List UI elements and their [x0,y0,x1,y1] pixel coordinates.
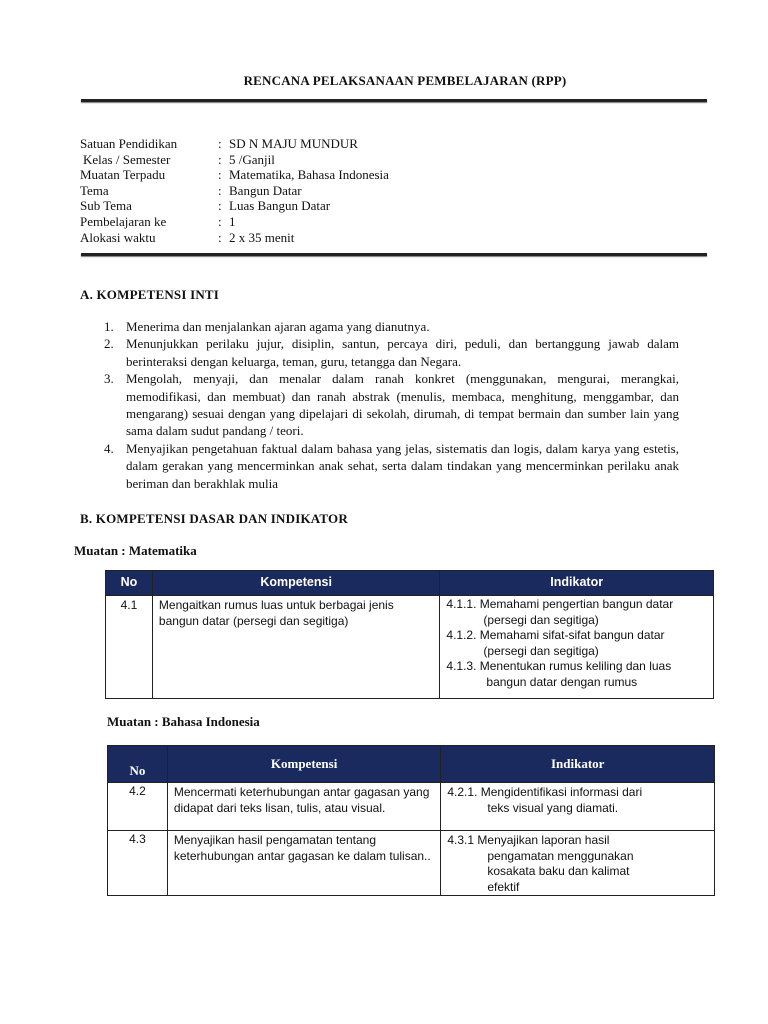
table-header-row [108,746,715,783]
header-no: No [106,571,153,596]
header-kompetensi: Kompetensi [152,571,439,596]
indikator-line: 4.1.1. Memahami pengertian bangun datar [446,597,674,611]
document-title: RENCANA PELAKSANAAN PEMBELAJARAN (RPP) [243,73,567,88]
muatan-bahasa-label: Muatan : Bahasa Indonesia [107,714,260,729]
meta-separator: : [218,182,222,198]
table-row [108,831,715,896]
section-b-heading: B. KOMPETENSI DASAR DAN INDIKATOR [80,511,348,526]
meta-value: 2 x 35 menit [229,229,295,245]
list-number: 2. [104,336,114,352]
meta-value: 1 [229,213,236,229]
list-text: Mengolah, menyaji, dan menalar dalam ranah konkret (menggunakan, mengurai, merangkai, memodifikasi, dan membuat) dan ranah abstrak (menulis, membaca, menghitung, menggambar, dan mengarang) sesuai dengan yang dipelajari di sekolah, dirumah, di tempat bermain dan sumber lain yang sama dalam sudut pandang / teori. [126,371,679,439]
list-item [104,318,679,335]
cell-indikator [440,596,714,699]
indikator-line: pengamatan menggunakan [487,848,634,863]
cell-no: 4.3 [108,831,168,896]
identity-divider [81,253,707,256]
matematika-table [105,570,714,699]
meta-row [80,214,389,230]
indikator-line: 4.1.3. Menentukan rumus keliling dan luas [446,659,672,674]
header-indikator: Indikator [441,746,715,783]
cell-no: 4.1 [106,596,153,699]
cell-kompetensi: Menyajikan hasil pengamatan tentang keterhubungan antar gagasan ke dalam tulisan.. [167,831,441,896]
list-number: 4. [104,440,114,456]
meta-value: SD N MAJU MUNDUR [229,136,358,151]
indikator-line: bangun datar dengan rumus [486,674,638,689]
meta-value: Bangun Datar [229,182,302,198]
list-number: 3. [104,371,114,387]
section-a-heading: A. KOMPETENSI INTI [80,287,220,302]
title-divider [81,99,707,102]
cell-no: 4.2 [108,783,168,831]
meta-separator: : [218,213,222,229]
meta-key: Kelas / Semester [83,151,171,167]
list-text: Menunjukkan perilaku jujur, disiplin, santun, percaya diri, peduli, dan bertanggung jawab dalam berinteraksi dengan keluarga, teman, guru, tetangga dan Negara. [126,336,679,369]
indikator-line: 4.3.1 Menyajikan laporan hasil [447,833,610,847]
meta-row [80,183,389,199]
meta-value: Luas Bangun Datar [229,198,331,214]
identity-block [80,136,389,245]
table-row [106,596,714,699]
list-text: Menyajikan pengetahuan faktual dalam bahasa yang jelas, sistematis dan logis, dalam karya yang estetis, dalam gerakan yang mencerminkan anak sehat, serta dalam tindakan yang mencerminkan perilaku anak beriman dan berakhlak mulia [126,440,679,491]
indikator-line: kosakata baku dan kalimat [487,864,630,879]
muatan-matematika-label: Muatan : Matematika [74,543,197,558]
cell-indikator [441,831,715,896]
meta-key: Pembelajaran ke [80,213,167,229]
meta-row [80,198,389,214]
meta-separator: : [218,229,222,245]
meta-value: 5 /Ganjil [229,151,275,167]
cell-kompetensi: Mencermati keterhubungan antar gagasan yang didapat dari teks lisan, tulis, atau visual. [167,783,441,831]
meta-row [80,230,389,246]
meta-separator: : [218,167,222,183]
list-item [104,370,679,440]
list-item [104,335,679,370]
cell-kompetensi: Mengaitkan rumus luas untuk berbagai jenis bangun datar (persegi dan segitiga) [152,596,439,699]
meta-value: Matematika, Bahasa Indonesia [229,167,389,183]
list-text: Menerima dan menjalankan ajaran agama yang dianutnya. [126,319,430,334]
meta-key: Sub Tema [80,198,132,214]
indikator-line: (persegi dan segitiga) [483,612,599,627]
indikator-line: (persegi dan segitiga) [483,643,599,658]
header-indikator: Indikator [440,571,714,596]
meta-separator: : [218,136,222,151]
meta-separator: : [218,198,222,214]
meta-key: Tema [80,182,109,198]
meta-row [80,167,389,183]
kompetensi-inti-list [104,318,679,492]
meta-row [80,136,389,152]
list-number: 1. [104,319,114,334]
indikator-line: 4.2.1. Mengidentifikasi informasi dari [447,785,643,799]
meta-row [80,152,389,168]
cell-indikator [441,783,715,831]
indikator-line: efektif [487,879,520,894]
list-item [104,440,679,492]
indikator-line: 4.1.2. Memahami sifat-sifat bangun datar [446,628,665,643]
bahasa-table [107,745,715,896]
table-header-row [106,571,714,596]
indikator-line: teks visual yang diamati. [487,800,619,815]
meta-separator: : [218,151,222,167]
table-row [108,783,715,831]
header-no: No [108,746,168,783]
meta-key: Muatan Terpadu [80,167,166,183]
meta-key: Alokasi waktu [80,229,156,245]
header-kompetensi: Kompetensi [167,746,441,783]
meta-key: Satuan Pendidikan [80,136,178,151]
